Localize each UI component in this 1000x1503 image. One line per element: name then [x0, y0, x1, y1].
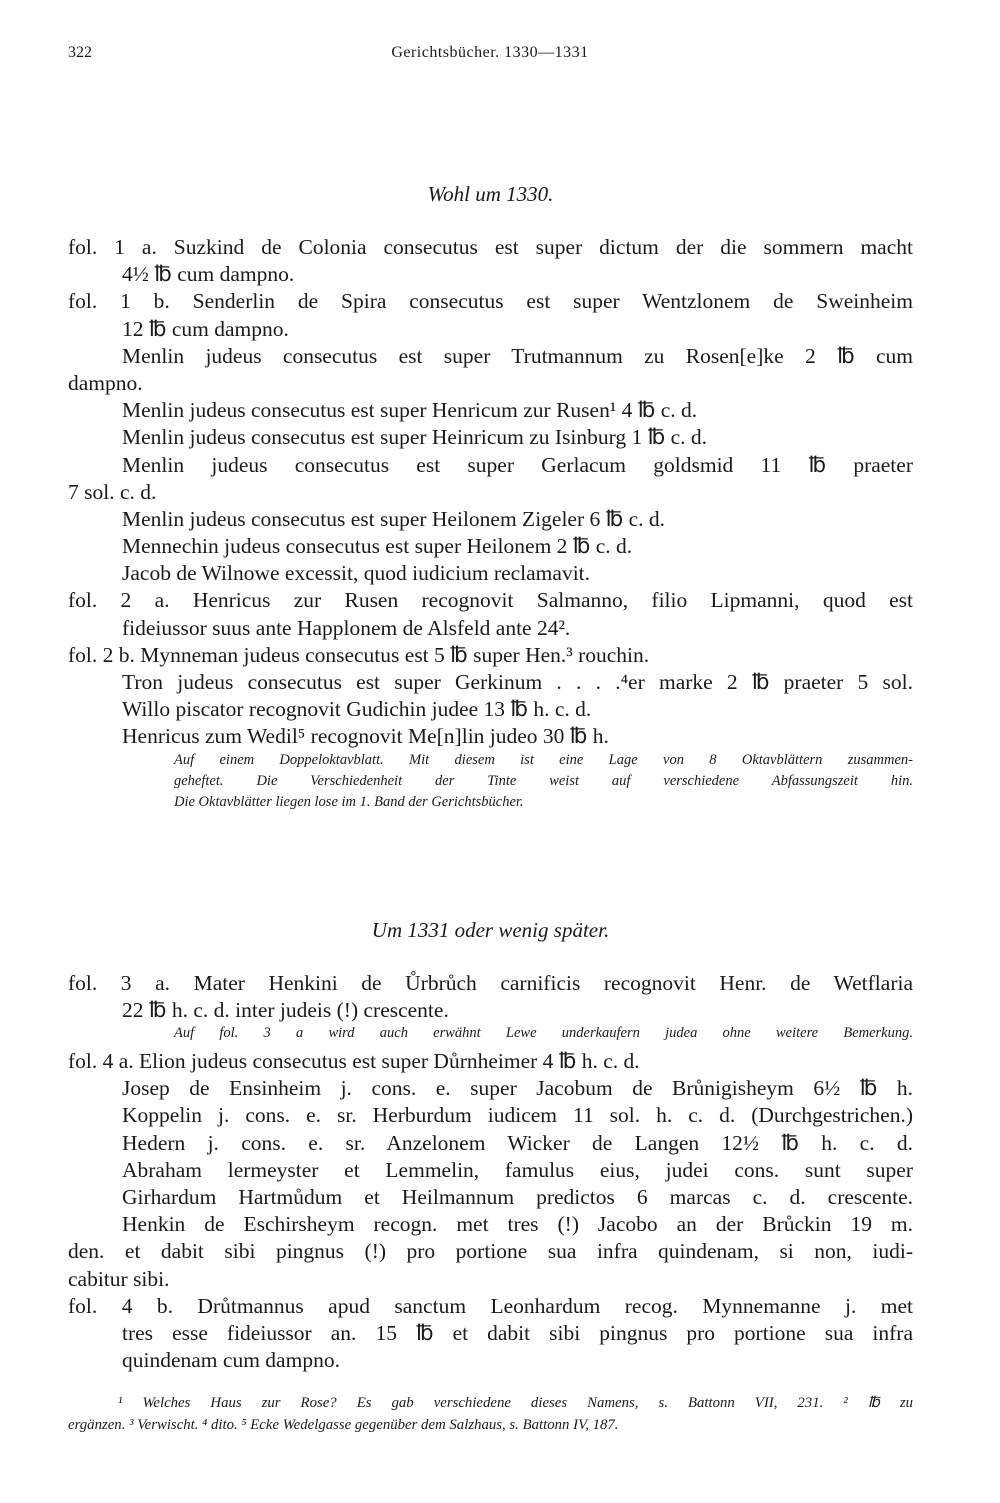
entry-line: fol. 4 a. Elion judeus consecutus est super Důrnheimer 4 ℔ h. c. d.	[68, 1049, 640, 1073]
entry-line: Hedern j. cons. e. sr. Anzelonem Wicker de Langen 12½ ℔ h. c. d.	[122, 1130, 913, 1155]
entry-line: Tron judeus consecutus est super Gerkinum . . . .⁴er marke 2 ℔ praeter 5 sol.	[122, 670, 913, 694]
entry-line: Menlin judeus consecutus est super Heilonem Zigeler 6 ℔ c. d.	[122, 506, 666, 531]
entry-line: Koppelin j. cons. e. sr. Herburdum iudicem 11 sol. h. c. d. (Durchgestrichen.)	[122, 1103, 913, 1128]
note-line: Auf fol. 3 a wird auch erwähnt Lewe underkaufern judea ohne weitere Bemerkung.	[174, 1025, 913, 1041]
entry-line: Girhardum Hartmůdum et Heilmannum predictos 6 marcas c. d. crescente.	[122, 1184, 913, 1209]
entry-line: Jacob de Wilnowe excessit, quod iudicium reclamavit.	[122, 561, 591, 586]
footnote-line: ergänzen. ³ Verwischt. ⁴ dito. ⁵ Ecke Wedelgasse gegenüber dem Salzhaus, s. Battonn IV, 187.	[68, 1417, 619, 1433]
entry-line: fol. 1 a. Suzkind de Colonia consecutus est super dictum der die sommern macht	[68, 235, 913, 259]
entry-line: Abraham lermeyster et Lemmelin, famulus eius, judei cons. sunt super	[122, 1157, 913, 1182]
entry-line: Mennechin judeus consecutus est super Heilonem 2 ℔ c. d.	[122, 534, 633, 559]
entry-line: Menlin judeus consecutus est super Henricum zur Rusen¹ 4 ℔ c. d.	[122, 398, 698, 423]
entry-line: Henricus zum Wedil⁵ recognovit Me[n]lin judeo 30 ℔ h.	[122, 724, 609, 749]
entry-line: Menlin judeus consecutus est super Gerlacum goldsmid 11 ℔ praeter	[122, 452, 913, 477]
entry-line: fol. 2 b. Mynneman judeus consecutus est 5 ℔ super Hen.³ rouchin.	[68, 642, 650, 667]
entry-line: fol. 1 b. Senderlin de Spira consecutus est super Wentzlonem de Sweinheim	[68, 289, 913, 314]
entry-line: Josep de Ensinheim j. cons. e. super Jacobum de Brůnigisheym 6½ ℔ h.	[122, 1076, 913, 1101]
footnote-line: ¹ Welches Haus zur Rose? Es gab verschiedene dieses Namens, s. Battonn VII, 231. ² ℔ zu	[118, 1395, 913, 1411]
section-1331-entries-b	[68, 1048, 913, 1374]
editorial-note-fol3a	[68, 1023, 913, 1044]
entry-line: tres esse fideiussor an. 15 ℔ et dabit sibi pingnus pro portione sua infra	[122, 1320, 913, 1345]
entry-line: fideiussor suus ante Happlonem de Alsfeld ante 24².	[122, 615, 571, 640]
note-line: Auf einem Doppeloktavblatt. Mit diesem ist eine Lage von 8 Oktavblättern zusammen-	[174, 752, 913, 768]
section-title-1330: Wohl um 1330.	[427, 182, 554, 206]
entry-line: fol. 2 a. Henricus zur Rusen recognovit Salmanno, filio Lipmanni, quod est	[68, 588, 913, 613]
section-1330-entries	[68, 234, 913, 751]
entry-line: cabitur sibi.	[68, 1266, 170, 1291]
page-header	[68, 44, 912, 68]
page-number: 322	[68, 44, 92, 61]
running-title: Gerichtsbücher. 1330—1331	[391, 44, 589, 61]
entry-line: 22 ℔ h. c. d. inter judeis (!) crescente.	[122, 998, 449, 1023]
entry-line: Henkin de Eschirsheym recogn. met tres (!) Jacobo an der Brůckin 19 m.	[122, 1212, 913, 1237]
entry-line: 7 sol. c. d.	[68, 479, 157, 504]
entry-line: 4½ ℔ cum dampno.	[122, 262, 295, 287]
entry-line: Menlin judeus consecutus est super Heinricum zu Isinburg 1 ℔ c. d.	[122, 425, 708, 450]
entry-line: dampno.	[68, 370, 143, 395]
entry-line: 12 ℔ cum dampno.	[122, 316, 289, 341]
entry-line: quindenam cum dampno.	[122, 1348, 340, 1373]
note-line: Die Oktavblätter liegen lose im 1. Band der Gerichtsbücher.	[174, 794, 524, 810]
section-1331-entries-a	[68, 970, 913, 1024]
entry-line: fol. 4 b. Drůtmannus apud sanctum Leonhardum recog. Mynnemanne j. met	[68, 1293, 913, 1318]
footnotes	[68, 1392, 913, 1436]
entry-line: fol. 3 a. Mater Henkini de Ůrbrůch carnificis recognovit Henr. de Wetflaria	[68, 971, 913, 995]
section-title-1331: Um 1331 oder wenig später.	[371, 918, 610, 942]
entry-line: Willo piscator recognovit Gudichin judee 13 ℔ h. c. d.	[122, 697, 592, 722]
note-line: geheftet. Die Verschiedenheit der Tinte weist auf verschiedene Abfassungszeit hin.	[174, 773, 913, 789]
editorial-note-1330	[68, 750, 913, 813]
entry-line: den. et dabit sibi pingnus (!) pro portione sua infra quindenam, si non, iudi-	[68, 1239, 913, 1264]
entry-line: Menlin judeus consecutus est super Trutmannum zu Rosen[e]ke 2 ℔ cum	[122, 343, 913, 368]
